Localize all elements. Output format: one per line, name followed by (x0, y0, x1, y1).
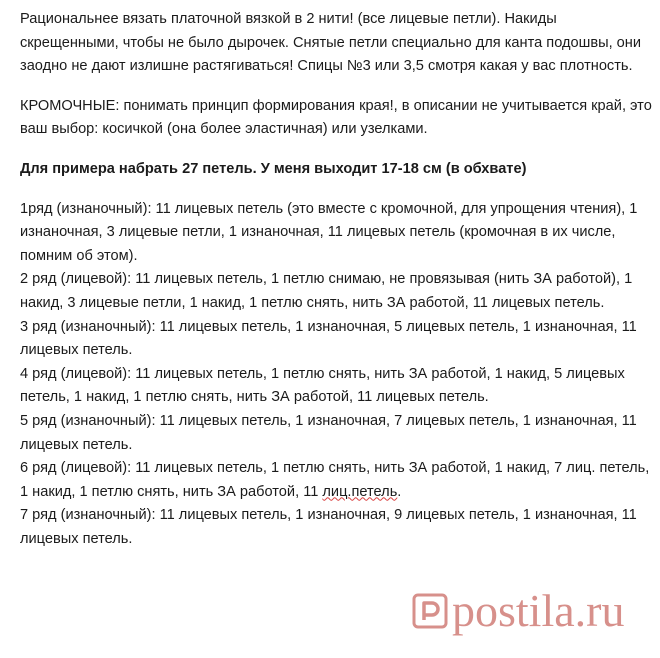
example-heading: Для примера набрать 27 петель. У меня выходит 17-18 см (в обхвате) (20, 160, 527, 177)
row-4-instruction: 4 ряд (лицевой): 11 лицевых петель, 1 петлю снять, нить ЗА работой, 1 накид, 5 лицевых петель, 1 накид, 1 петлю снять, нить ЗА работой, 11 лицевых петель. (20, 365, 625, 406)
row-1-instruction: 1ряд (изнаночный): 11 лицевых петель (это вместе с кромочной, для упрощения чтения), 1 изнаночная, 3 лицевые петли, 1 изнаночная, 11 лицевых петель (кромочная в их числе, помним об этом). (20, 200, 638, 264)
knitting-rows-list (20, 198, 654, 552)
watermark-text: postila.ru (452, 585, 625, 636)
row-6-instruction (20, 457, 654, 504)
row-6-text: 6 ряд (лицевой): 11 лицевых петель, 1 петлю снять, нить ЗА работой, 1 накид, 7 лиц. петель, 1 накид, 1 петлю снять, нить ЗА работой, 11 (20, 460, 650, 500)
row-3-instruction: 3 ряд (изнаночный): 11 лицевых петель, 1 изнаночная, 5 лицевых петель, 1 изнаночная, 11 лицевых петель. (20, 318, 637, 359)
edge-note-paragraph: КРОМОЧНЫЕ: понимать принцип формирования края!, в описании не учитывается край, это ваш выбор: косичкой (она более эластичная) или узелками. (20, 97, 652, 138)
postila-pin-icon (412, 593, 448, 629)
row-5-instruction: 5 ряд (изнаночный): 11 лицевых петель, 1 изнаночная, 7 лицевых петель, 1 изнаночная, 11 лицевых петель. (20, 412, 637, 453)
row-6-end: . (397, 483, 402, 500)
document-body (20, 8, 654, 551)
postila-watermark (412, 585, 625, 636)
spellcheck-underlined-word: лиц.петель (322, 483, 398, 500)
row-2-instruction: 2 ряд (лицевой): 11 лицевых петель, 1 петлю снимаю, не провязывая (нить ЗА работой), 1 накид, 3 лицевые петли, 1 накид, 1 петлю снять, нить ЗА работой, 11 лицевых петель. (20, 271, 633, 311)
row-7-instruction: 7 ряд (изнаночный): 11 лицевых петель, 1 изнаночная, 9 лицевых петель, 1 изнаночная, 11 лицевых петель. (20, 507, 637, 547)
intro-paragraph: Рациональнее вязать платочной вязкой в 2 нити! (все лицевые петли). Накиды скрещенными, чтобы не было дырочек. Снятые петли специально для канта подошвы, они заодно не дают излишне растягиваться! Спицы №3 или 3,5 смотря какая у вас плотность. (20, 11, 642, 75)
